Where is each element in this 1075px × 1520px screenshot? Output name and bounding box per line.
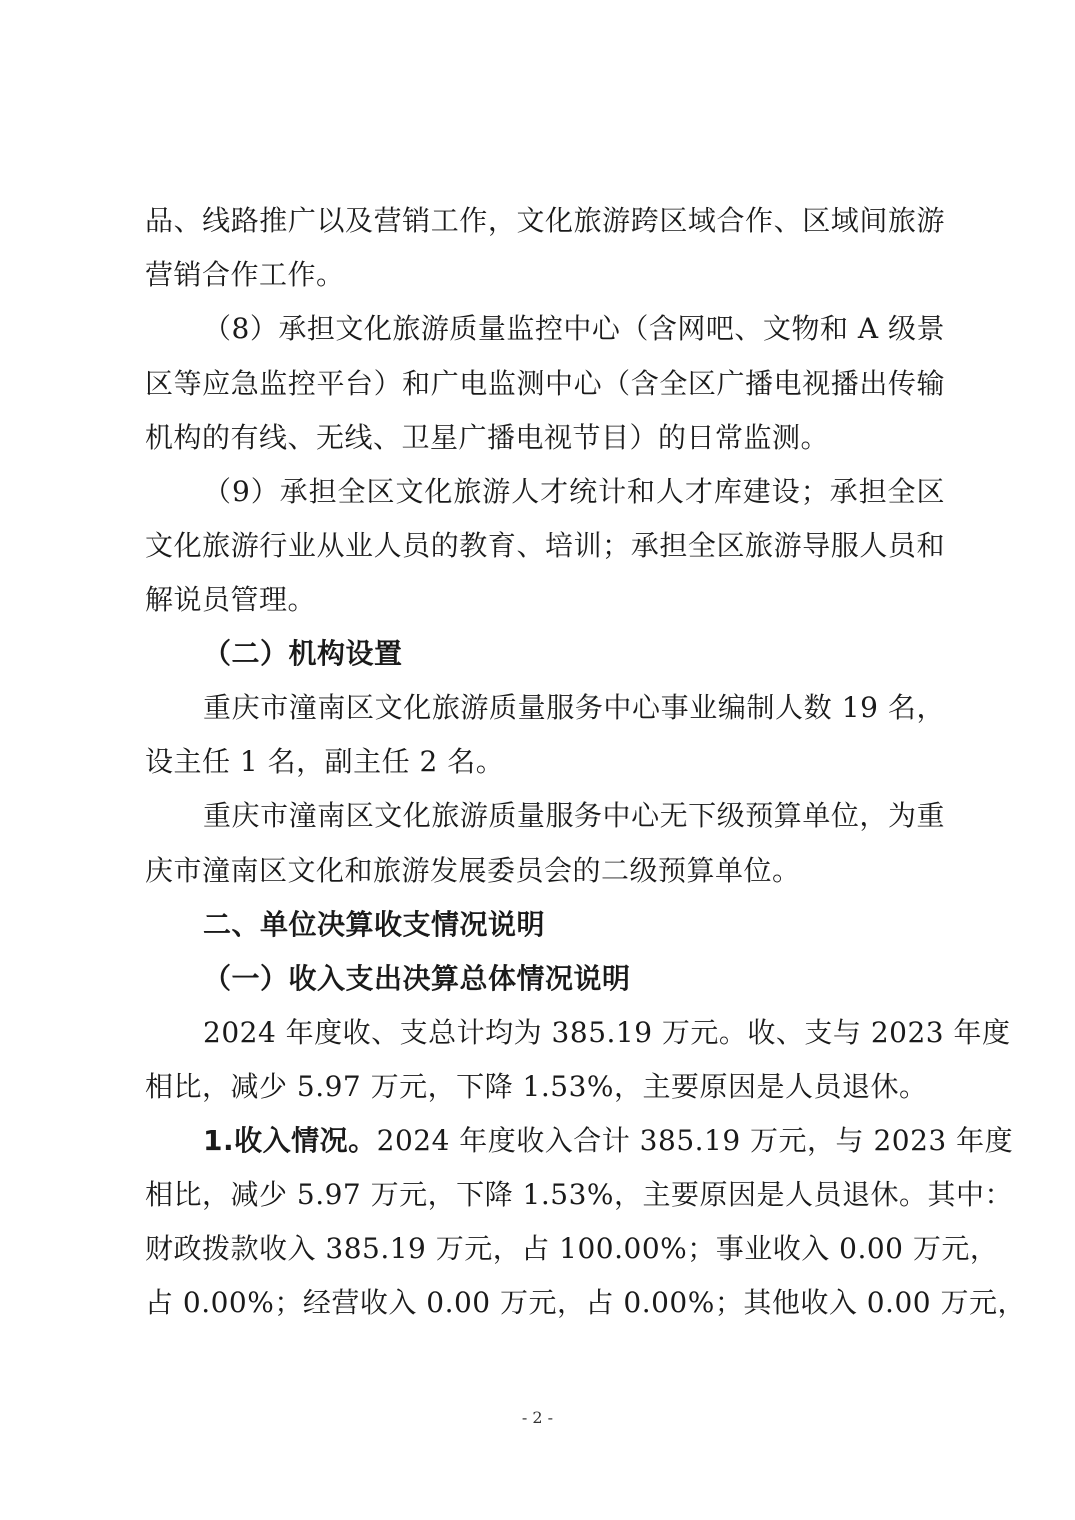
paragraph-line: （9）承担全区文化旅游人才统计和人才库建设；承担全区: [203, 475, 945, 508]
paragraph-line: 重庆市潼南区文化旅游质量服务中心事业编制人数 19 名，: [203, 691, 945, 724]
paragraph-line: 庆市潼南区文化和旅游发展委员会的二级预算单位。: [145, 854, 801, 887]
paragraph-line: 重庆市潼南区文化旅游质量服务中心无下级预算单位，为重: [203, 799, 945, 832]
paragraph-line: 相比，减少 5.97 万元，下降 1.53%，主要原因是人员退休。: [145, 1070, 928, 1103]
page-number: - 2 -: [521, 1408, 554, 1427]
income-heading: 1.收入情况。: [203, 1124, 377, 1157]
paragraph-line: 机构的有线、无线、卫星广播电视节目）的日常监测。: [145, 421, 830, 454]
paragraph-line: [203, 1121, 1014, 1161]
section-heading: （一）收入支出决算总体情况说明: [203, 962, 631, 995]
paragraph-line: 2024 年度收、支总计均为 385.19 万元。收、支与 2023 年度: [203, 1016, 1011, 1049]
income-text: 2024 年度收入合计 385.19 万元，与 2023 年度: [376, 1124, 1014, 1157]
paragraph-line: 品、线路推广以及营销工作，文化旅游跨区域合作、区域间旅游: [145, 204, 945, 237]
paragraph-line: 解说员管理。: [145, 583, 317, 616]
paragraph-line: 占 0.00%；经营收入 0.00 万元，占 0.00%；其他收入 0.00 万元，: [145, 1286, 1026, 1319]
paragraph-line: 文化旅游行业从业人员的教育、培训；承担全区旅游导服人员和: [145, 529, 945, 562]
section-heading: （二）机构设置: [203, 637, 403, 670]
paragraph-line: （8）承担文化旅游质量监控中心（含网吧、文物和 A 级景: [203, 312, 945, 345]
paragraph-line: 营销合作工作。: [145, 258, 345, 291]
paragraph-line: 相比，减少 5.97 万元，下降 1.53%，主要原因是人员退休。其中：: [145, 1178, 1013, 1211]
paragraph-line: 区等应急监控平台）和广电监测中心（含全区广播电视播出传输: [145, 367, 945, 400]
paragraph-line: 设主任 1 名，副主任 2 名。: [145, 745, 505, 778]
section-heading: 二、单位决算收支情况说明: [203, 908, 546, 941]
paragraph-line: 财政拨款收入 385.19 万元，占 100.00%；事业收入 0.00 万元，: [145, 1232, 999, 1265]
